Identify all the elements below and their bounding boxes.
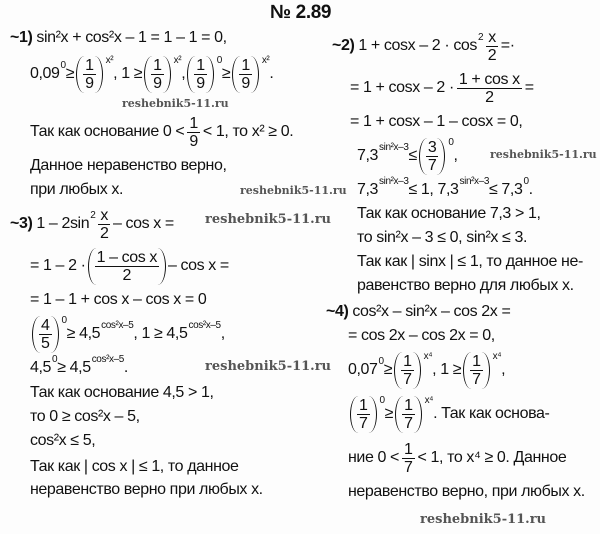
- text-segment: ≥: [221, 65, 231, 82]
- denominator: 2: [487, 46, 497, 64]
- math-line: [30, 429, 95, 453]
- denominator: 7: [359, 414, 368, 432]
- item-number: ~3): [10, 215, 33, 232]
- text-segment: при любых x.: [30, 181, 124, 198]
- text-segment: < 1, то x⁴ ≥ 0. Данное: [417, 449, 567, 466]
- parenthesized-fraction: [88, 248, 166, 285]
- math-line: [10, 204, 174, 244]
- math-line: [30, 405, 140, 429]
- text-segment: ≥ 4,5: [57, 359, 91, 376]
- math-line: [357, 136, 458, 176]
- exponent: x²: [105, 54, 114, 66]
- numerator: 1: [85, 56, 94, 74]
- parenthesized-fraction: [463, 352, 490, 389]
- numerator: 1: [404, 440, 413, 458]
- math-line: [357, 202, 540, 226]
- denominator: 5: [41, 334, 50, 352]
- numerator: 1: [189, 114, 198, 132]
- math-line: [332, 26, 515, 66]
- parenthesized-fraction: [350, 396, 377, 433]
- text-segment: 0,07: [348, 361, 378, 378]
- denominator: 9: [153, 74, 162, 92]
- math-line: [348, 480, 585, 504]
- exponent: cos²x–5: [188, 319, 221, 331]
- item-number: ~1): [10, 29, 33, 46]
- text-segment: sin²x + cos²x – 1 = 1 – 1 = 0,: [36, 29, 227, 46]
- fraction: [402, 441, 415, 476]
- exponent: x⁴: [492, 350, 502, 362]
- parenthesized-fraction: [187, 56, 214, 93]
- parenthesized-fraction: [144, 56, 171, 93]
- denominator: 9: [85, 74, 94, 92]
- text-segment: cos²x – sin²x – cos 2x =: [352, 303, 511, 320]
- numerator: 1: [153, 56, 162, 74]
- text-segment: 7,3: [357, 147, 379, 164]
- text-segment: Так как основание 4,5 > 1,: [30, 384, 214, 401]
- exponent: 0: [379, 394, 385, 406]
- watermark: reshebnik5-11.ru: [490, 148, 597, 161]
- watermark: reshebnik5-11.ru: [205, 359, 332, 374]
- text-segment: ≤ 1, 7,3: [408, 181, 459, 198]
- math-line: [326, 300, 510, 324]
- text-segment: 7,3: [357, 181, 379, 198]
- fraction: [83, 57, 96, 92]
- fraction: [95, 249, 159, 284]
- text-segment: ,: [220, 325, 225, 342]
- math-line: [30, 381, 213, 405]
- math-line: [348, 324, 495, 348]
- math-line: [350, 110, 522, 134]
- text-segment: Так как | cos x | ≤ 1, то данное: [30, 458, 239, 475]
- math-line: [10, 26, 227, 50]
- parenthesized-fraction: [232, 56, 259, 93]
- denominator: 2: [485, 88, 494, 106]
- text-segment: – cos x =: [113, 215, 174, 232]
- exponent: x²: [261, 54, 270, 66]
- text-segment: ≤: [408, 147, 417, 164]
- text-segment: ,: [501, 361, 506, 378]
- text-segment: 1 + cosx – 2 · cos: [358, 37, 478, 54]
- text-segment: Так как основание 7,3 > 1,: [357, 205, 541, 222]
- denominator: 7: [403, 370, 412, 388]
- text-segment: 0,09: [30, 65, 60, 82]
- text-segment: Данное неравенство верно,: [30, 157, 227, 174]
- text-segment: =: [524, 79, 534, 96]
- numerator: 1 – cos x: [96, 248, 157, 266]
- fraction: [151, 57, 164, 92]
- exponent: cos²x–5: [101, 319, 134, 331]
- numerator: 1: [472, 352, 481, 370]
- text-segment: равенство верно для любых x.: [357, 277, 574, 294]
- numerator: 1 + cos x: [458, 70, 520, 88]
- text-segment: , 1 ≥ 4,5: [133, 325, 188, 342]
- parenthesized-fraction: [419, 138, 446, 175]
- exponent: x⁴: [423, 350, 433, 362]
- exponent: 2: [90, 209, 96, 221]
- numerator: 1: [241, 56, 250, 74]
- exponent: 0: [61, 314, 67, 326]
- fraction: [98, 207, 110, 242]
- math-line: [357, 250, 583, 274]
- text-segment: = 1 + cosx – 1 – cosx = 0,: [350, 113, 523, 130]
- math-line: [348, 350, 505, 390]
- denominator: 7: [404, 414, 413, 432]
- numerator: x: [100, 206, 108, 224]
- fraction: [401, 353, 414, 388]
- math-line: [30, 288, 206, 312]
- fraction: [239, 57, 252, 92]
- text-segment: Так как | sinx | ≤ 1, то данное не-: [357, 253, 583, 270]
- exponent: 0: [448, 136, 454, 148]
- text-segment: ,: [181, 65, 186, 82]
- exponent: x²: [173, 54, 182, 66]
- fraction: [486, 29, 498, 64]
- text-segment: ≥: [383, 361, 393, 378]
- text-segment: = cos 2x – cos 2x = 0,: [348, 327, 495, 344]
- text-segment: cos²x ≤ 5,: [30, 432, 96, 449]
- problem-number: № 2.89: [270, 2, 332, 23]
- math-line: [30, 54, 273, 94]
- fraction: [357, 397, 370, 432]
- text-segment: Так как основание 0 <: [30, 123, 185, 140]
- math-line: [30, 478, 263, 502]
- text-segment: ≥ 4,5: [66, 325, 101, 342]
- text-segment: то 0 ≥ cos²x – 5,: [30, 408, 140, 425]
- exponent: sin²x–3: [379, 141, 409, 153]
- math-line: [357, 175, 533, 202]
- text-segment: .: [528, 181, 533, 198]
- fraction: [457, 71, 522, 106]
- text-segment: неравенство верно, при любых x.: [348, 483, 585, 500]
- exponent: sin²x–3: [379, 175, 409, 187]
- fraction: [402, 397, 415, 432]
- math-line: [30, 112, 293, 152]
- text-segment: ,: [453, 147, 458, 164]
- text-segment: 1 – 2sin: [36, 215, 90, 232]
- fraction: [470, 353, 483, 388]
- numerator: 3: [427, 138, 437, 156]
- denominator: 2: [99, 224, 109, 242]
- denominator: 7: [404, 458, 413, 476]
- watermark: reshebnik5-11.ru: [420, 512, 547, 527]
- text-segment: = 1 – 1 + cos x – cos x = 0: [30, 291, 207, 308]
- text-segment: ≤ 7,3: [488, 181, 523, 198]
- text-segment: .: [269, 65, 274, 82]
- math-line: [30, 353, 128, 380]
- text-segment: то sin²x – 3 ≤ 0, sin²x ≤ 3.: [357, 229, 528, 246]
- text-segment: , 1 ≥: [432, 361, 462, 378]
- math-line: [30, 154, 227, 178]
- parenthesized-fraction: [32, 316, 59, 353]
- math-line: [357, 274, 574, 298]
- math-line: [348, 438, 566, 478]
- watermark: reshebnik5-11.ru: [240, 184, 347, 197]
- text-segment: ≥: [65, 65, 75, 82]
- denominator: 2: [122, 266, 132, 284]
- fraction: [194, 57, 207, 92]
- exponent: cos²x–5: [91, 353, 124, 365]
- text-segment: ≥: [384, 405, 394, 422]
- math-line: [30, 314, 225, 354]
- numerator: 1: [404, 396, 413, 414]
- text-segment: , 1 ≥: [113, 65, 143, 82]
- numerator: 1: [196, 56, 205, 74]
- math-line: [350, 68, 534, 108]
- fraction: [39, 317, 52, 352]
- numerator: 1: [403, 352, 412, 370]
- watermark: reshebnik5-11.ru: [205, 212, 332, 227]
- text-segment: – cos x =: [168, 257, 229, 274]
- denominator: 7: [472, 370, 481, 388]
- exponent: 2: [478, 31, 484, 43]
- exponent: 0: [523, 175, 529, 187]
- item-number: ~4): [326, 303, 349, 320]
- watermark: reshebnik5-11.ru: [122, 97, 229, 110]
- numerator: 1: [359, 396, 368, 414]
- denominator: 9: [189, 132, 198, 150]
- parenthesized-fraction: [395, 396, 422, 433]
- math-line: [348, 394, 549, 434]
- exponent: 0: [52, 353, 58, 365]
- numerator: 4: [41, 316, 50, 334]
- exponent: 0: [378, 355, 384, 367]
- exponent: sin²x–3: [459, 175, 489, 187]
- fraction: [187, 115, 200, 150]
- item-number: ~2): [332, 37, 355, 54]
- exponent: x⁴: [424, 394, 434, 406]
- math-line: [30, 246, 229, 286]
- exponent: 0: [60, 59, 66, 71]
- text-segment: . Так как основа-: [433, 405, 550, 422]
- text-segment: < 1, то x² ≥ 0.: [202, 123, 294, 140]
- math-line: [30, 455, 239, 479]
- denominator: 9: [196, 74, 205, 92]
- denominator: 9: [241, 74, 250, 92]
- text-segment: .: [123, 359, 128, 376]
- parenthesized-fraction: [76, 56, 103, 93]
- denominator: 7: [427, 156, 437, 174]
- text-segment: = 1 – 2 ·: [30, 257, 86, 274]
- math-line: [30, 178, 123, 202]
- math-line: [357, 226, 527, 250]
- text-segment: неравенство верно при любых x.: [30, 481, 263, 498]
- text-segment: = 1 + cosx – 2 ·: [350, 79, 454, 96]
- fraction: [426, 139, 439, 174]
- parenthesized-fraction: [394, 352, 421, 389]
- text-segment: =·: [500, 37, 515, 54]
- text-segment: ние 0 <: [348, 449, 400, 466]
- numerator: x: [488, 28, 496, 46]
- text-segment: 4,5: [30, 359, 52, 376]
- exponent: 0: [216, 54, 222, 66]
